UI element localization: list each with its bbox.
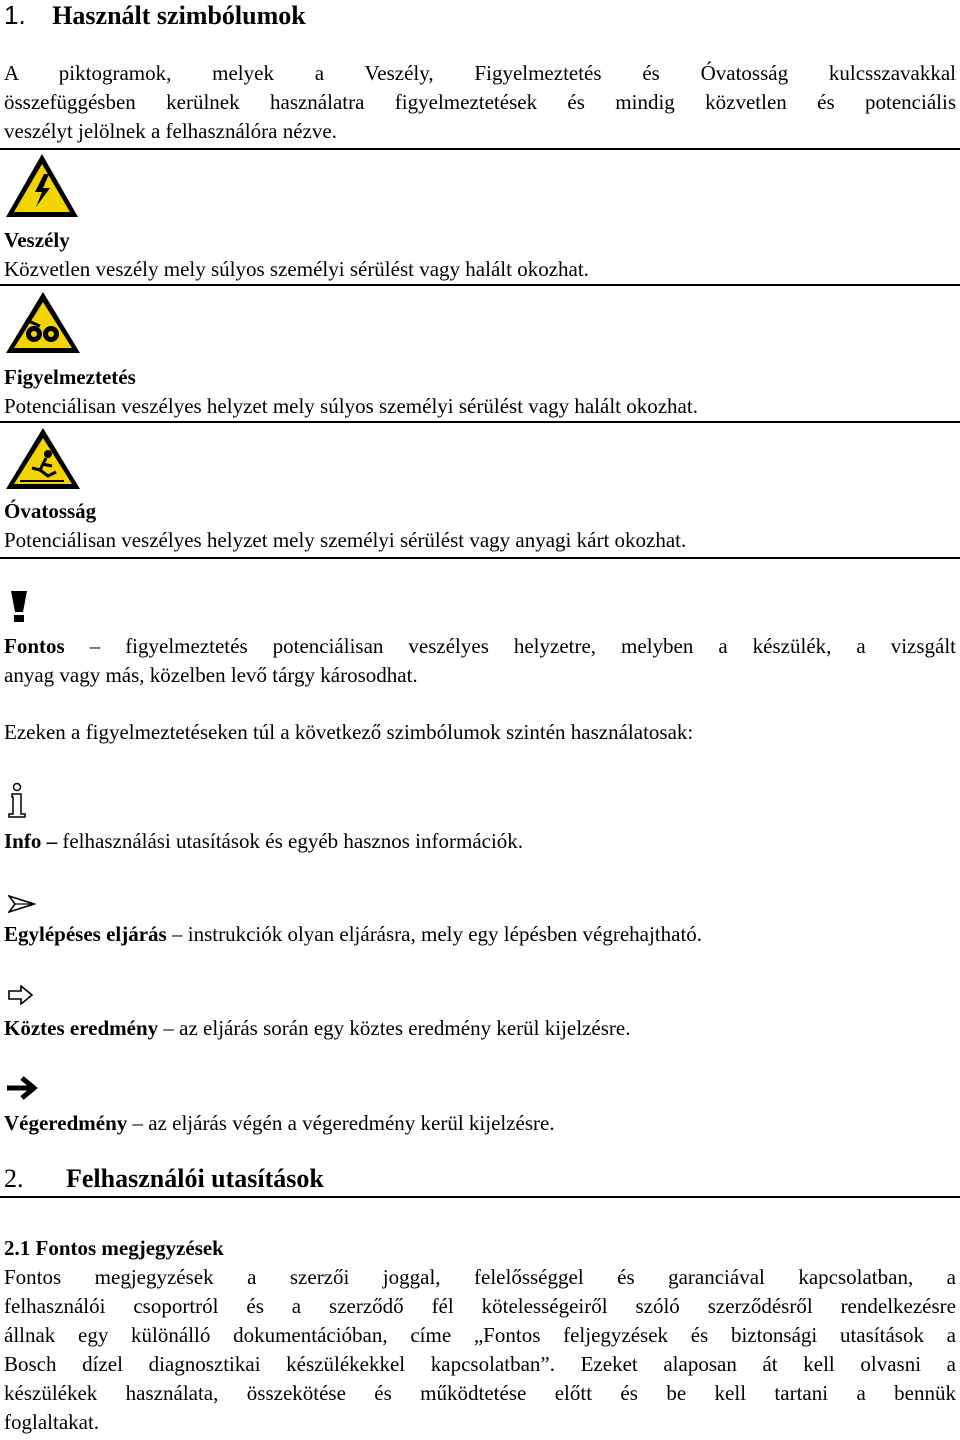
danger-label: Veszély [4,228,70,252]
info-dash: – [46,829,58,853]
important-text: figyelmeztetés potenciálisan veszélyes helyzetre, melyben a készülék, a vizsgált [125,634,957,658]
intermediate-text: az eljárás során egy köztes eredmény kerül kijelzésre. [179,1016,631,1040]
warning-text: Potenciálisan veszélyes helyzet mely súlyos személyi sérülést vagy halált okozhat. [4,394,698,418]
single-step-dash: – [171,922,183,946]
single-step-block [4,920,956,949]
intermediate-dash: – [163,1016,174,1040]
electric-hazard-icon [4,152,80,220]
single-step-text: instrukciók olyan eljárásra, mely egy lépésben végrehajtható. [187,922,703,946]
caution-label: Óvatosság [4,499,97,523]
subsection-title: 2.1 Fontos megjegyzések [4,1236,224,1260]
body-line: Bosch dízel diagnosztikai készülékekkel kapcsolatban”. Ezeket alaposan át kell olvasni a [4,1352,956,1376]
divider [0,148,960,150]
final-dash: – [132,1111,143,1135]
divider [0,1196,960,1198]
entanglement-hazard-icon [4,290,82,356]
important-dash: – [89,634,101,658]
divider [0,421,960,423]
single-step-label: Egylépéses eljárás [4,922,167,946]
section-title: Használt szimbólumok [52,1,306,30]
final-label: Végeredmény [4,1111,128,1135]
body-line: állnak egy különálló dokumentációban, címe „Fontos feljegyzések és biztonsági utasítások a [4,1323,956,1347]
other-symbols-text: Ezeken a figyelmeztetéseken túl a következő szimbólumok szintén használatosak: [4,720,694,744]
important-label: Fontos [4,634,65,658]
section-1-heading [4,0,956,31]
important-line [4,632,956,661]
danger-block [4,226,956,284]
arrowhead-icon [8,894,36,914]
danger-text: Közvetlen veszély mely súlyos személyi sérülést vagy halált okozhat. [4,257,589,281]
slip-hazard-icon [4,426,82,492]
divider [0,284,960,286]
final-text: az eljárás végén a végeredmény kerül kijelzésre. [148,1111,555,1135]
section-2-heading [4,1164,956,1194]
exclamation-icon [8,590,34,624]
intermediate-block [4,1014,956,1043]
divider [0,557,960,559]
outline-arrow-icon [8,985,34,1005]
warning-block [4,363,956,421]
section-title: Felhasználói utasítások [66,1164,324,1193]
body-line: Fontos megjegyzések a szerzői joggal, felelősséggel és garanciával kapcsolatban, a [4,1265,956,1289]
warning-label: Figyelmeztetés [4,365,136,389]
intro-line: összefüggésben kerülnek használatra figyelmeztetések és mindig közvetlen és potenciális [4,90,956,114]
body-line: foglaltakat. [4,1410,100,1434]
intro-paragraph [4,59,956,146]
caution-block [4,497,956,555]
info-label: Info [4,829,42,853]
body-line: felhasználói csoportról és a szerződő fél kötelességeiről szóló szerződésről rendelkezésre [4,1294,956,1318]
bold-arrow-icon [6,1076,40,1100]
intro-line: A piktogramok, melyek a Veszély, Figyelmeztetés és Óvatosság kulcsszavakkal [4,61,956,85]
info-icon [6,782,28,818]
final-block [4,1109,956,1138]
subsection-2-1-body [4,1263,956,1437]
body-line: készülékek használata, összekötése és működtetése előtt és be kell tartani a bennük [4,1381,956,1405]
important-line: anyag vagy más, közelben levő tárgy károsodhat. [4,663,418,687]
caution-text: Potenciálisan veszélyes helyzet mely személyi sérülést vagy anyagi kárt okozhat. [4,528,687,552]
intro-line: veszélyt jelölnek a felhasználóra nézve. [4,119,337,143]
important-block [4,632,956,690]
subsection-2-1-heading [4,1234,956,1263]
intermediate-label: Köztes eredmény [4,1016,159,1040]
info-text: felhasználási utasítások és egyéb hasznos információk. [62,829,524,853]
other-symbols-intro [4,718,956,747]
info-block [4,827,956,856]
section-number: 1. [4,0,26,30]
section-number: 2. [4,1164,24,1193]
